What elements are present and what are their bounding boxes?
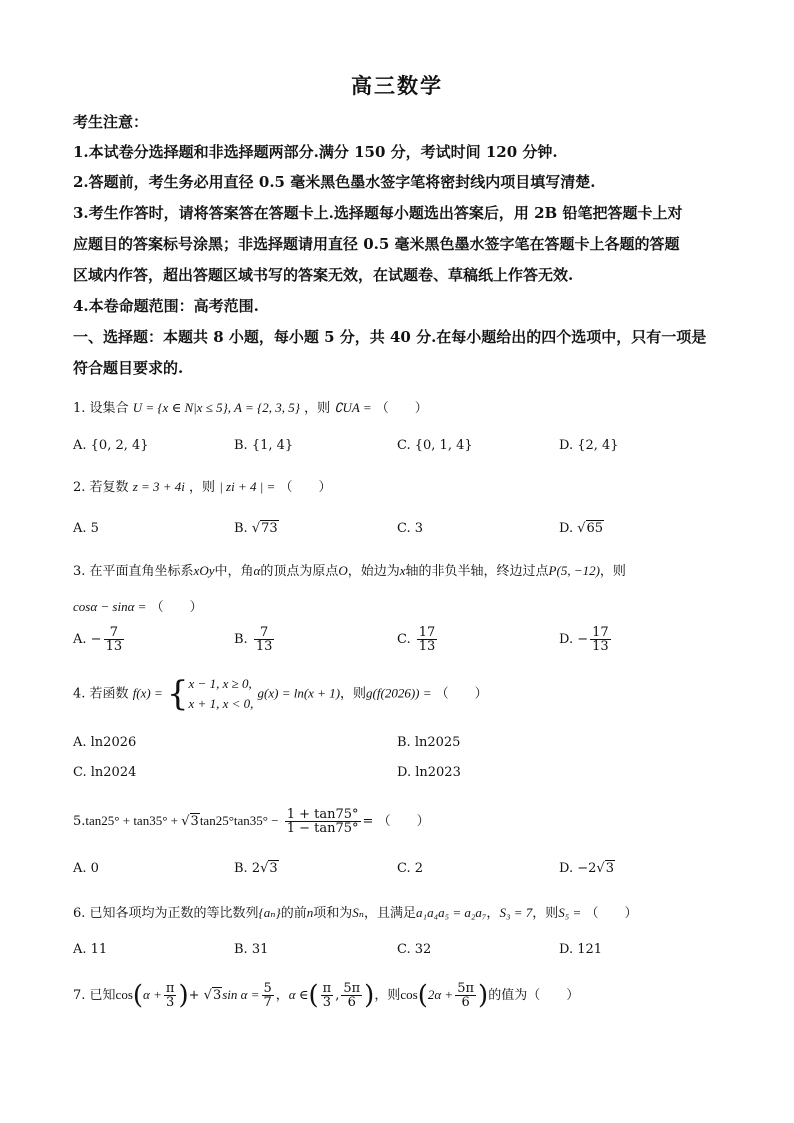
denominator: 13 (418, 639, 436, 654)
q5-option-b-value: 3 (269, 861, 278, 876)
q2-option-d: D. √65 (559, 521, 604, 536)
q3-option-b-label: B. (234, 632, 248, 647)
question-4-stem (73, 674, 733, 714)
denominator: 7 (263, 995, 272, 1010)
question-2-expr: z = 3 + 4i (132, 479, 185, 494)
question-1-sets: U = {x ∈ N|x ≤ 5}, A = {2, 3, 5} (132, 400, 300, 415)
question-1-prefix: 1. 设集合 (73, 401, 129, 416)
q4-gx: g(x) = ln(x + 1) (257, 685, 341, 701)
q5-prefix: 5. (73, 814, 86, 829)
q5-expr-a: tan25° + tan35° + (85, 813, 182, 828)
answer-blank: （ ） (377, 814, 430, 829)
q7-alpha-in: α ∈ (288, 987, 309, 1002)
numerator: 5 (263, 981, 272, 996)
question-7-stem: 7. 已知cos(α + $\frac{\pi}{3}$ )+ √3sin α = $\frac{5}{7}$ ，α ∈( $\frac{\pi}{3}$ , $\frac{5\pi}{6}$ )，则cos(2α + $\frac{5\pi}{6}$ )的值为（ ） (73, 980, 580, 1011)
answer-blank: （ ） (279, 480, 332, 495)
question-3-stem-cont (73, 597, 733, 618)
q6-mid1: 的前 (280, 906, 307, 921)
notice-item-3-cont1: 应题目的答案标号涂黑；非选择题请用直径 0.5 毫米黑色墨水签字笔在答题卡上各题的答题 (73, 235, 680, 253)
denominator: 13 (592, 639, 609, 654)
numerator: π (165, 981, 175, 996)
q7-tail: 的值为（ ） (488, 988, 580, 1003)
paren-glyph: ) (478, 980, 489, 1011)
question-2-mid: ，则 (189, 480, 216, 495)
numerator: 5π (457, 981, 475, 996)
paren-glyph: ) (178, 980, 189, 1011)
q5-option-b: B. 2√3 (234, 861, 278, 876)
numerator: 7 (109, 625, 118, 640)
q6-n: n (306, 905, 314, 920)
q3-option-b-fraction (254, 626, 275, 653)
q6-prefix: 6. 已知各项均为正数的等比数列 (73, 906, 259, 921)
notice-item-4: 4.本卷命题范围：高考范围. (73, 297, 259, 315)
q3-option-d-label: D. (559, 632, 574, 647)
q6-mid3: ，且满足 (364, 906, 417, 921)
q7-sin: sin α = (222, 987, 260, 1002)
denominator: 1 − tan75° (286, 821, 359, 836)
q7-cos2: cos (400, 987, 418, 1002)
notice-heading: 考生注意： (73, 113, 149, 131)
q5-fraction (285, 808, 361, 835)
q6-option-b: B. 31 (234, 942, 269, 957)
question-2-prefix: 2. 若复数 (73, 480, 129, 495)
q4-case-1: x − 1, x ≥ 0, (188, 676, 252, 691)
question-6-stem (73, 903, 733, 924)
q2-option-b-value: 73 (261, 521, 278, 536)
denominator: 3 (321, 995, 334, 1009)
q7-frac-5pi6 (455, 982, 476, 1009)
answer-blank: （ ） (435, 686, 488, 702)
denominator: 13 (255, 639, 273, 654)
q3-option-a-label: A. (73, 632, 87, 647)
q5-option-d: D. −2√3 (559, 861, 614, 876)
q7-prefix: 7. 已知 (73, 988, 116, 1003)
answer-blank: （ ） (585, 906, 638, 921)
answer-blank: （ ） (375, 401, 428, 416)
q7-cos: cos (115, 987, 133, 1002)
q1-option-c: C. {0, 1, 4} (397, 438, 473, 453)
q7-alpha-plus: α + (143, 987, 162, 1002)
numerator: π (322, 981, 332, 996)
q3-text-b: 中，角 (214, 564, 254, 579)
question-2-abs: | zi + 4 | = (219, 479, 276, 494)
q5-sqrt3: 3 (190, 814, 199, 829)
q4-prefix: 4. 若函数 (73, 686, 129, 702)
q3-xoy: xOy (193, 563, 215, 578)
q1-option-a: A. {0, 2, 4} (73, 438, 149, 453)
q1-option-d: D. {2, 4} (559, 438, 619, 453)
q5-eq: = (362, 814, 374, 829)
q3-option-c (397, 626, 439, 653)
q7-frac-57 (262, 982, 274, 1009)
q3-option-d (559, 626, 613, 653)
denominator: 13 (105, 639, 123, 654)
q3-option-a (73, 626, 126, 653)
q7-comma: ， (275, 988, 289, 1003)
q2-option-b: B. √73 (234, 521, 278, 536)
page-title: 高三数学 (351, 73, 443, 98)
q4-option-c: C. ln2024 (73, 765, 137, 780)
paren-glyph: ( (132, 980, 144, 1011)
question-2-stem (73, 477, 733, 498)
q6-sn: Sₙ (352, 905, 365, 920)
q5-option-b-label: B. 2 (234, 861, 261, 876)
q6-mid2: 项和为 (313, 906, 353, 921)
paren-glyph: ( (417, 980, 428, 1011)
brace-glyph: { (166, 674, 189, 714)
numerator: 17 (592, 625, 609, 640)
q7-frac-lower (321, 982, 334, 1009)
paren-glyph: ( (308, 980, 319, 1011)
q7-two-alpha: 2α + (427, 987, 454, 1002)
question-1-mid: ，则 (304, 401, 331, 416)
q3-text-c: 的顶点为原点 (260, 564, 339, 579)
q6-mid5: ，则 (532, 906, 559, 921)
denominator: 3 (164, 995, 177, 1009)
q3-text-f: ，则 (599, 564, 626, 579)
q3-option-c-fraction (417, 626, 438, 653)
q7-frac-pi3 (164, 982, 177, 1009)
numerator: 7 (259, 625, 269, 640)
q2-option-d-value: 65 (586, 521, 604, 536)
notice-item-2: 2.答题前，考生务必用直径 0.5 毫米黑色墨水签字笔将密封线内项目填写清楚. (73, 173, 596, 191)
notice-item-1: 1.本试卷分选择题和非选择题两部分.满分 150 分，考试时间 120 分钟. (73, 143, 558, 161)
q3-alpha: α (253, 563, 261, 578)
notice-item-3: 3.考生作答时，请将答案答在答题卡上.选择题每小题选出答案后，用 2B 铅笔把答题卡上对 (73, 204, 683, 222)
q6-s5: S₅ = (558, 905, 582, 920)
q5-option-d-label: D. −2 (559, 861, 597, 876)
denominator: 6 (455, 995, 476, 1009)
q3-option-d-sign: − (577, 632, 589, 647)
q4-fx: f(x) = (132, 685, 163, 701)
q3-text-e: 轴的非负半轴，终边过点 (405, 564, 549, 579)
numerator: 5π (343, 981, 361, 996)
notice-item-3-cont2: 区域内作答，超出答题区域书写的答案无效，在试题卷、草稿纸上作答无效. (73, 266, 574, 284)
q5-option-c: C. 2 (397, 861, 424, 876)
q2-option-a: A. 5 (73, 521, 99, 536)
q5-option-a: A. 0 (73, 861, 99, 876)
q3-point: P(5, −12) (548, 563, 600, 578)
q3-origin: O (338, 563, 348, 578)
q3-option-a-fraction (104, 626, 125, 653)
q3-option-c-label: C. (397, 632, 411, 647)
q3-option-a-sign: − (90, 632, 102, 647)
q3-expr: cosα − sinα = (73, 599, 147, 614)
q4-expr: g(f(2026)) = (366, 685, 432, 701)
q3-text-a: 3. 在平面直角坐标系 (73, 564, 194, 579)
section-heading: 一、选择题：本题共 8 小题，每小题 5 分，共 40 分.在每小题给出的四个选项中，只有一项是 (73, 328, 707, 346)
q2-option-c: C. 3 (397, 521, 424, 536)
q4-option-a: A. ln2026 (73, 735, 137, 750)
section-heading-cont: 符合题目要求的. (73, 359, 184, 377)
q4-mid: ，则 (340, 686, 367, 702)
q3-text-d: ，始边为 (347, 564, 400, 579)
question-3-stem (73, 561, 733, 582)
answer-blank: （ ） (150, 600, 203, 615)
question-1-stem (73, 398, 733, 419)
q3-option-d-fraction (590, 626, 611, 653)
q6-s3: S₃ = 7 (499, 905, 533, 920)
q6-seq: {aₙ} (258, 905, 281, 920)
q6-cond: a₁a₄a₅ = a₂a₇ (416, 905, 487, 920)
q6-option-c: C. 32 (397, 942, 432, 957)
q6-option-a: A. 11 (73, 942, 108, 957)
denominator: 6 (341, 995, 362, 1009)
q4-piecewise (189, 674, 254, 714)
q2-option-b-label: B. (234, 521, 248, 536)
q5-expr-b: tan25°tan35° − (199, 813, 279, 828)
q3-option-b (234, 626, 276, 653)
q4-option-b: B. ln2025 (397, 735, 461, 750)
q7-mid: ，则 (374, 988, 401, 1003)
question-5-stem: 5.tan25° + tan35° + √3tan25°tan35° − $\frac{1 + \tan 75^\circ}{1 - \tan 75^\circ}$ = （ ） (73, 807, 430, 836)
q2-option-d-label: D. (559, 521, 574, 536)
q6-option-d: D. 121 (559, 942, 603, 957)
q7-frac-upper (341, 982, 362, 1009)
numerator: 17 (418, 625, 436, 640)
numerator: 1 + tan75° (286, 807, 359, 822)
q3-x: x (399, 563, 406, 578)
q7-plus: + (188, 988, 204, 1003)
q4-option-d: D. ln2023 (397, 765, 461, 780)
question-1-complement: ∁UA = (334, 400, 372, 415)
q7-sqrt3: 3 (212, 988, 222, 1003)
q5-option-d-value: 3 (605, 861, 614, 876)
q6-mid4: ， (486, 906, 500, 921)
q1-option-b: B. {1, 4} (234, 438, 294, 453)
q4-case-2: x + 1, x < 0, (188, 696, 254, 711)
paren-glyph: ) (364, 980, 375, 1011)
